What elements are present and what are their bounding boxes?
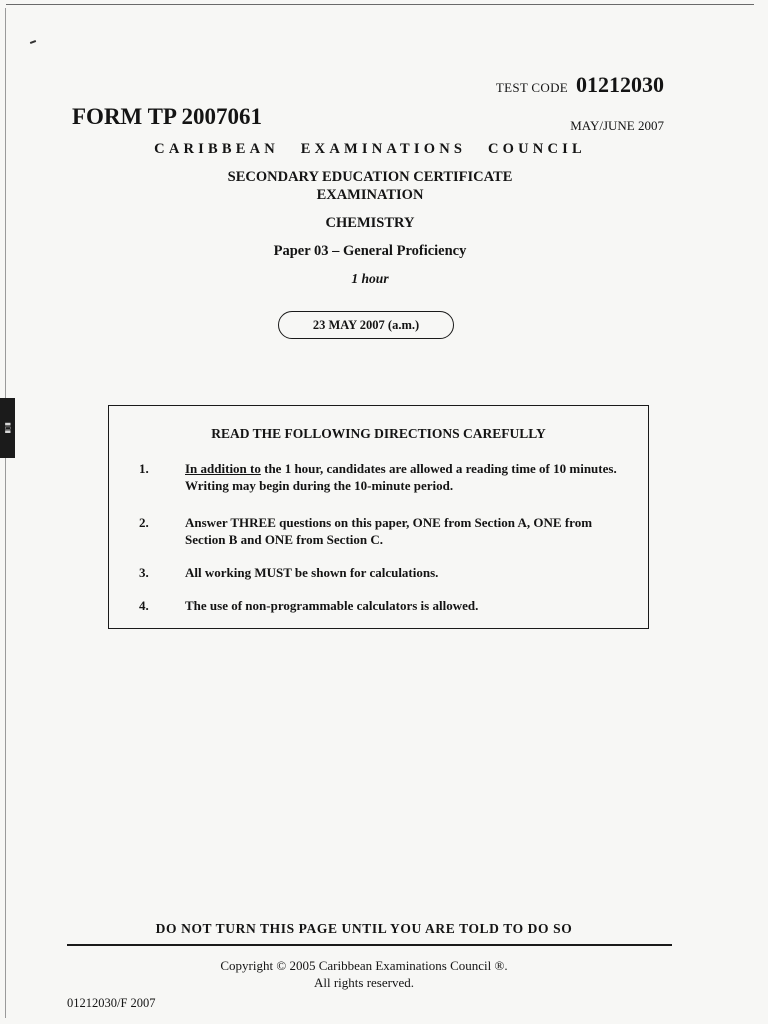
directions-heading: READ THE FOLLOWING DIRECTIONS CAREFULLY bbox=[211, 426, 546, 441]
council-name: CARIBBEAN EXAMINATIONS COUNCIL bbox=[154, 141, 586, 157]
direction-number: 3. bbox=[139, 565, 149, 580]
direction-number: 4. bbox=[139, 598, 149, 613]
do-not-turn-warning: DO NOT TURN THIS PAGE UNTIL YOU ARE TOLD TO DO SO bbox=[155, 921, 573, 936]
scan-mark bbox=[30, 40, 36, 44]
direction-body: the 1 hour, candidates are allowed a reading time of 10 minutes. Writing may begin during the 10-minute period. bbox=[185, 461, 617, 493]
direction-number: 1. bbox=[139, 461, 149, 476]
binder-tab-mark: ▮▯▮ bbox=[3, 422, 12, 434]
test-code bbox=[496, 72, 664, 98]
page-edge-left bbox=[5, 8, 6, 1018]
footer-divider bbox=[67, 944, 672, 946]
form-number: FORM TP 2007061 bbox=[72, 104, 262, 129]
direction-text bbox=[185, 460, 618, 494]
exam-duration: 1 hour bbox=[351, 271, 389, 286]
certificate-line-1: SECONDARY EDUCATION CERTIFICATE bbox=[227, 169, 513, 185]
test-code-label: TEST CODE bbox=[495, 80, 568, 95]
document-code: 01212030/F 2007 bbox=[67, 996, 156, 1010]
direction-text: All working MUST be shown for calculations. bbox=[185, 565, 439, 580]
exam-date-text: 23 MAY 2007 (a.m.) bbox=[312, 317, 420, 332]
direction-text: The use of non-programmable calculators is allowed. bbox=[185, 598, 479, 613]
direction-emphasis: In addition to bbox=[185, 461, 261, 476]
rights-notice: All rights reserved. bbox=[313, 975, 414, 990]
copyright-notice: Copyright © 2005 Caribbean Examinations Council ®. bbox=[220, 958, 508, 973]
direction-number: 2. bbox=[139, 515, 149, 530]
exam-session: MAY/JUNE 2007 bbox=[570, 118, 664, 133]
directions-box bbox=[108, 405, 649, 629]
certificate-line-2: EXAMINATION bbox=[316, 187, 424, 203]
binder-tab bbox=[0, 398, 15, 458]
paper-title: Paper 03 – General Proficiency bbox=[273, 243, 467, 259]
page-edge-top bbox=[6, 4, 754, 5]
test-code-value: 01212030 bbox=[576, 72, 664, 97]
direction-text: Answer THREE questions on this paper, ONE from Section A, ONE from Section B and ONE from Section C. bbox=[185, 515, 593, 547]
exam-date bbox=[278, 311, 454, 339]
subject-title: CHEMISTRY bbox=[325, 215, 415, 231]
